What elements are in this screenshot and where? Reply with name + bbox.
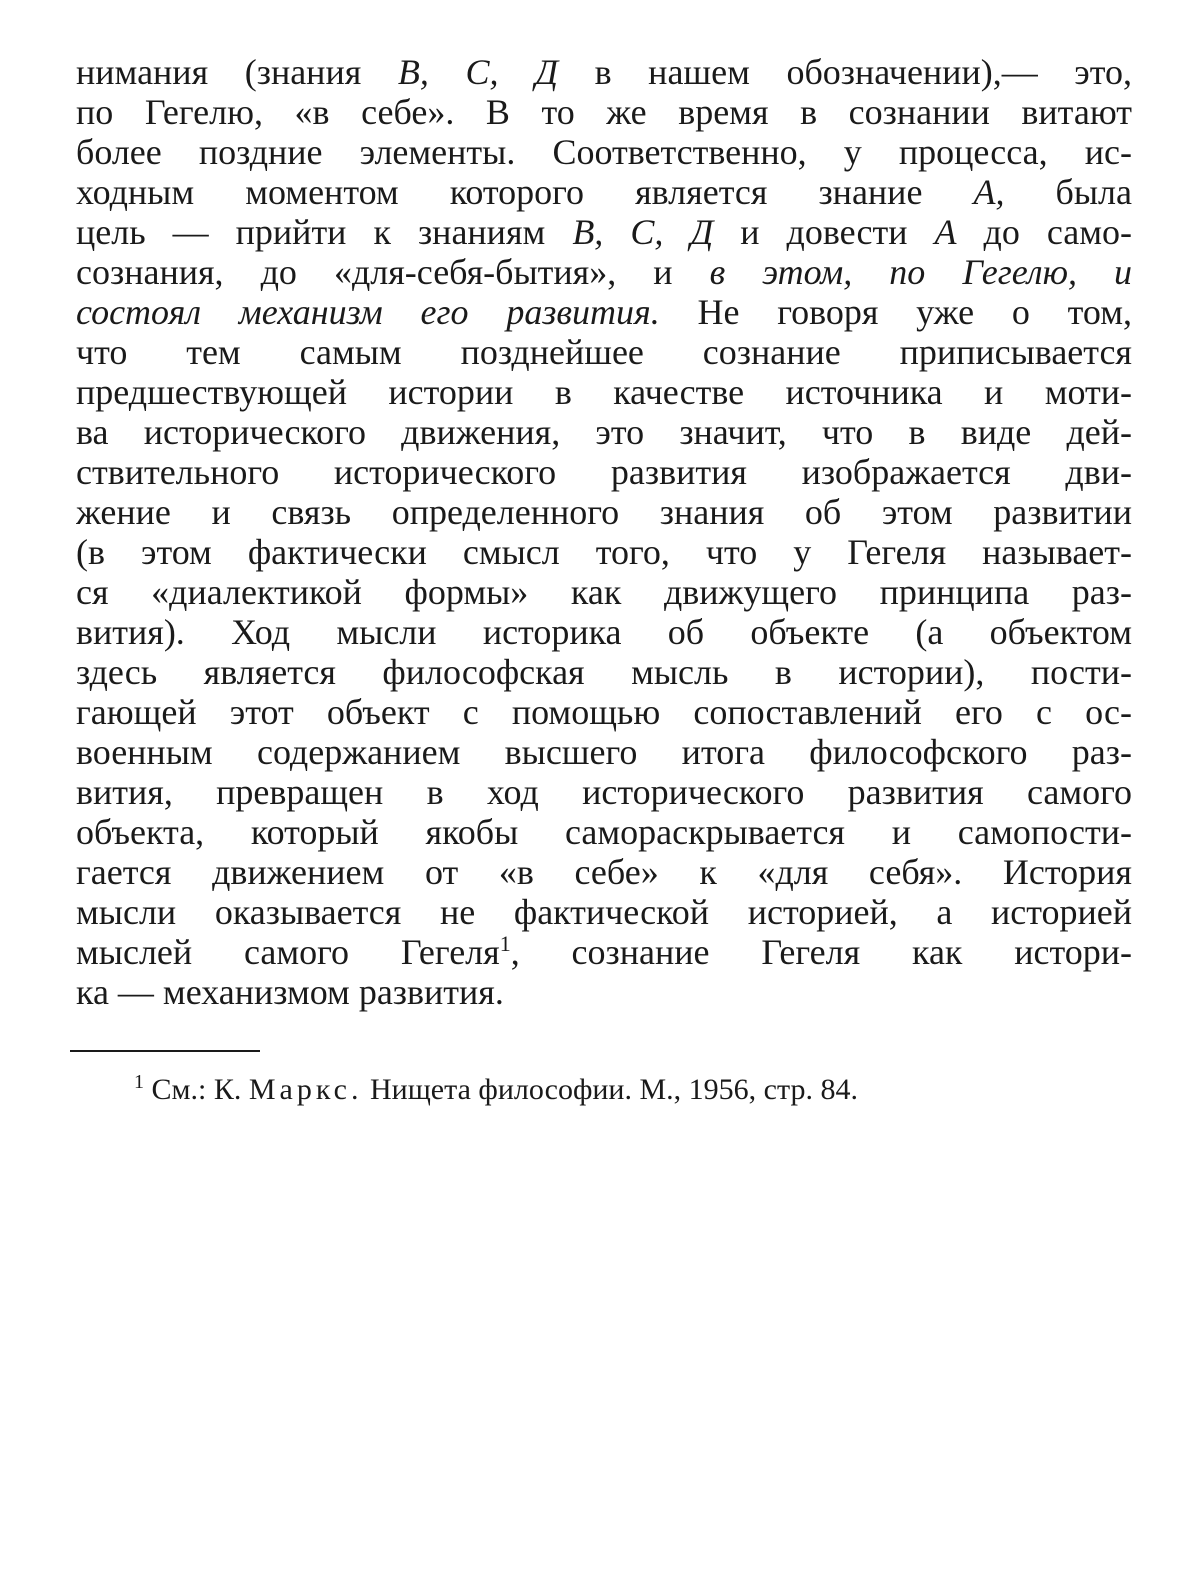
text-segment: предшествующей истории в качестве источника и моти- <box>76 372 1132 412</box>
text-segment: сознания, до «для-себя-бытия», и <box>76 252 710 292</box>
text-segment: была <box>1004 172 1132 212</box>
text-segment: ся «диалектикой формы» как движущего принципа раз- <box>76 572 1132 612</box>
text-segment: мыслей самого Гегеля <box>76 932 500 972</box>
text-line <box>76 532 1132 572</box>
text-segment: ходным моментом которого является знание <box>76 172 974 212</box>
text-line <box>76 332 1132 372</box>
text-line <box>76 492 1132 532</box>
text-segment: вития, превращен в ход исторического развития самого <box>76 772 1132 812</box>
text-line <box>76 412 1132 452</box>
footnote-source: Нищета философии. М., 1956, стр. 84. <box>362 1073 858 1106</box>
text-segment: гается движением от «в себе» к «для себя». История <box>76 852 1132 892</box>
text-segment: более поздние элементы. Соответственно, у процесса, ис- <box>76 132 1132 172</box>
text-line <box>76 652 1132 692</box>
footnote-divider <box>70 1050 260 1052</box>
text-segment: мысли оказывается не фактической историей, а историей <box>76 892 1132 932</box>
italic-text: А, <box>973 172 1005 212</box>
text-line <box>76 572 1132 612</box>
text-line <box>76 452 1132 492</box>
text-segment: жение и связь определенного знания об этом развитии <box>76 492 1132 532</box>
footnote-prefix: См.: К. <box>151 1073 249 1106</box>
footnote-reference: 1 <box>499 932 511 956</box>
footnote-author: Маркс. <box>248 1073 363 1106</box>
text-line <box>76 132 1132 172</box>
text-segment: военным содержанием высшего итога философского раз- <box>76 732 1132 772</box>
italic-text: В, С, Д <box>397 52 558 92</box>
main-paragraph <box>76 52 1132 1012</box>
text-line <box>76 172 1132 212</box>
text-segment: нимания (знания <box>76 52 398 92</box>
italic-text: в этом, по Гегелю, и <box>709 252 1132 292</box>
text-segment: по Гегелю, «в себе». В то же время в сознании витают <box>76 92 1132 132</box>
text-line <box>76 732 1132 772</box>
text-segment: вития). Ход мысли историка об объекте (а объектом <box>76 612 1132 652</box>
italic-text: состоял механизм его развития. <box>76 292 660 332</box>
text-line <box>76 292 1132 332</box>
text-segment: (в этом фактически смысл того, что у Гегеля называет- <box>76 532 1132 572</box>
text-line <box>76 772 1132 812</box>
italic-text: В, С, Д <box>572 212 714 252</box>
text-line <box>76 612 1132 652</box>
text-line <box>76 932 1132 972</box>
text-segment: Не говоря уже о том, <box>659 292 1132 332</box>
text-segment: ствительного исторического развития изображается дви- <box>76 452 1132 492</box>
text-line <box>76 92 1132 132</box>
text-line <box>76 372 1132 412</box>
text-line <box>76 812 1132 852</box>
italic-text: А <box>934 212 957 252</box>
text-segment: до само- <box>956 212 1132 252</box>
text-segment: и довести <box>713 212 935 252</box>
text-segment: здесь является философская мысль в истории), пости- <box>76 652 1132 692</box>
text-segment: ка — механизмом развития. <box>76 972 504 1012</box>
text-segment: цель — прийти к знаниям <box>76 212 573 252</box>
text-line <box>76 212 1132 252</box>
text-line <box>76 692 1132 732</box>
footnote-marker: 1 <box>134 1071 144 1093</box>
text-line <box>76 252 1132 292</box>
text-line <box>76 852 1132 892</box>
text-segment: гающей этот объект с помощью сопоставлений его с ос- <box>76 692 1132 732</box>
text-line <box>76 52 1132 92</box>
text-line <box>76 892 1132 932</box>
text-segment: объекта, который якобы самораскрывается и самопости- <box>76 812 1132 852</box>
text-segment: ва исторического движения, это значит, что в виде дей- <box>76 412 1132 452</box>
text-segment: в нашем обозначении),— это, <box>557 52 1132 92</box>
text-segment: что тем самым позднейшее сознание приписывается <box>76 332 1132 372</box>
text-segment: , сознание Гегеля как истори- <box>510 932 1132 972</box>
footnote <box>134 1070 1134 1110</box>
text-line <box>76 972 1132 1012</box>
